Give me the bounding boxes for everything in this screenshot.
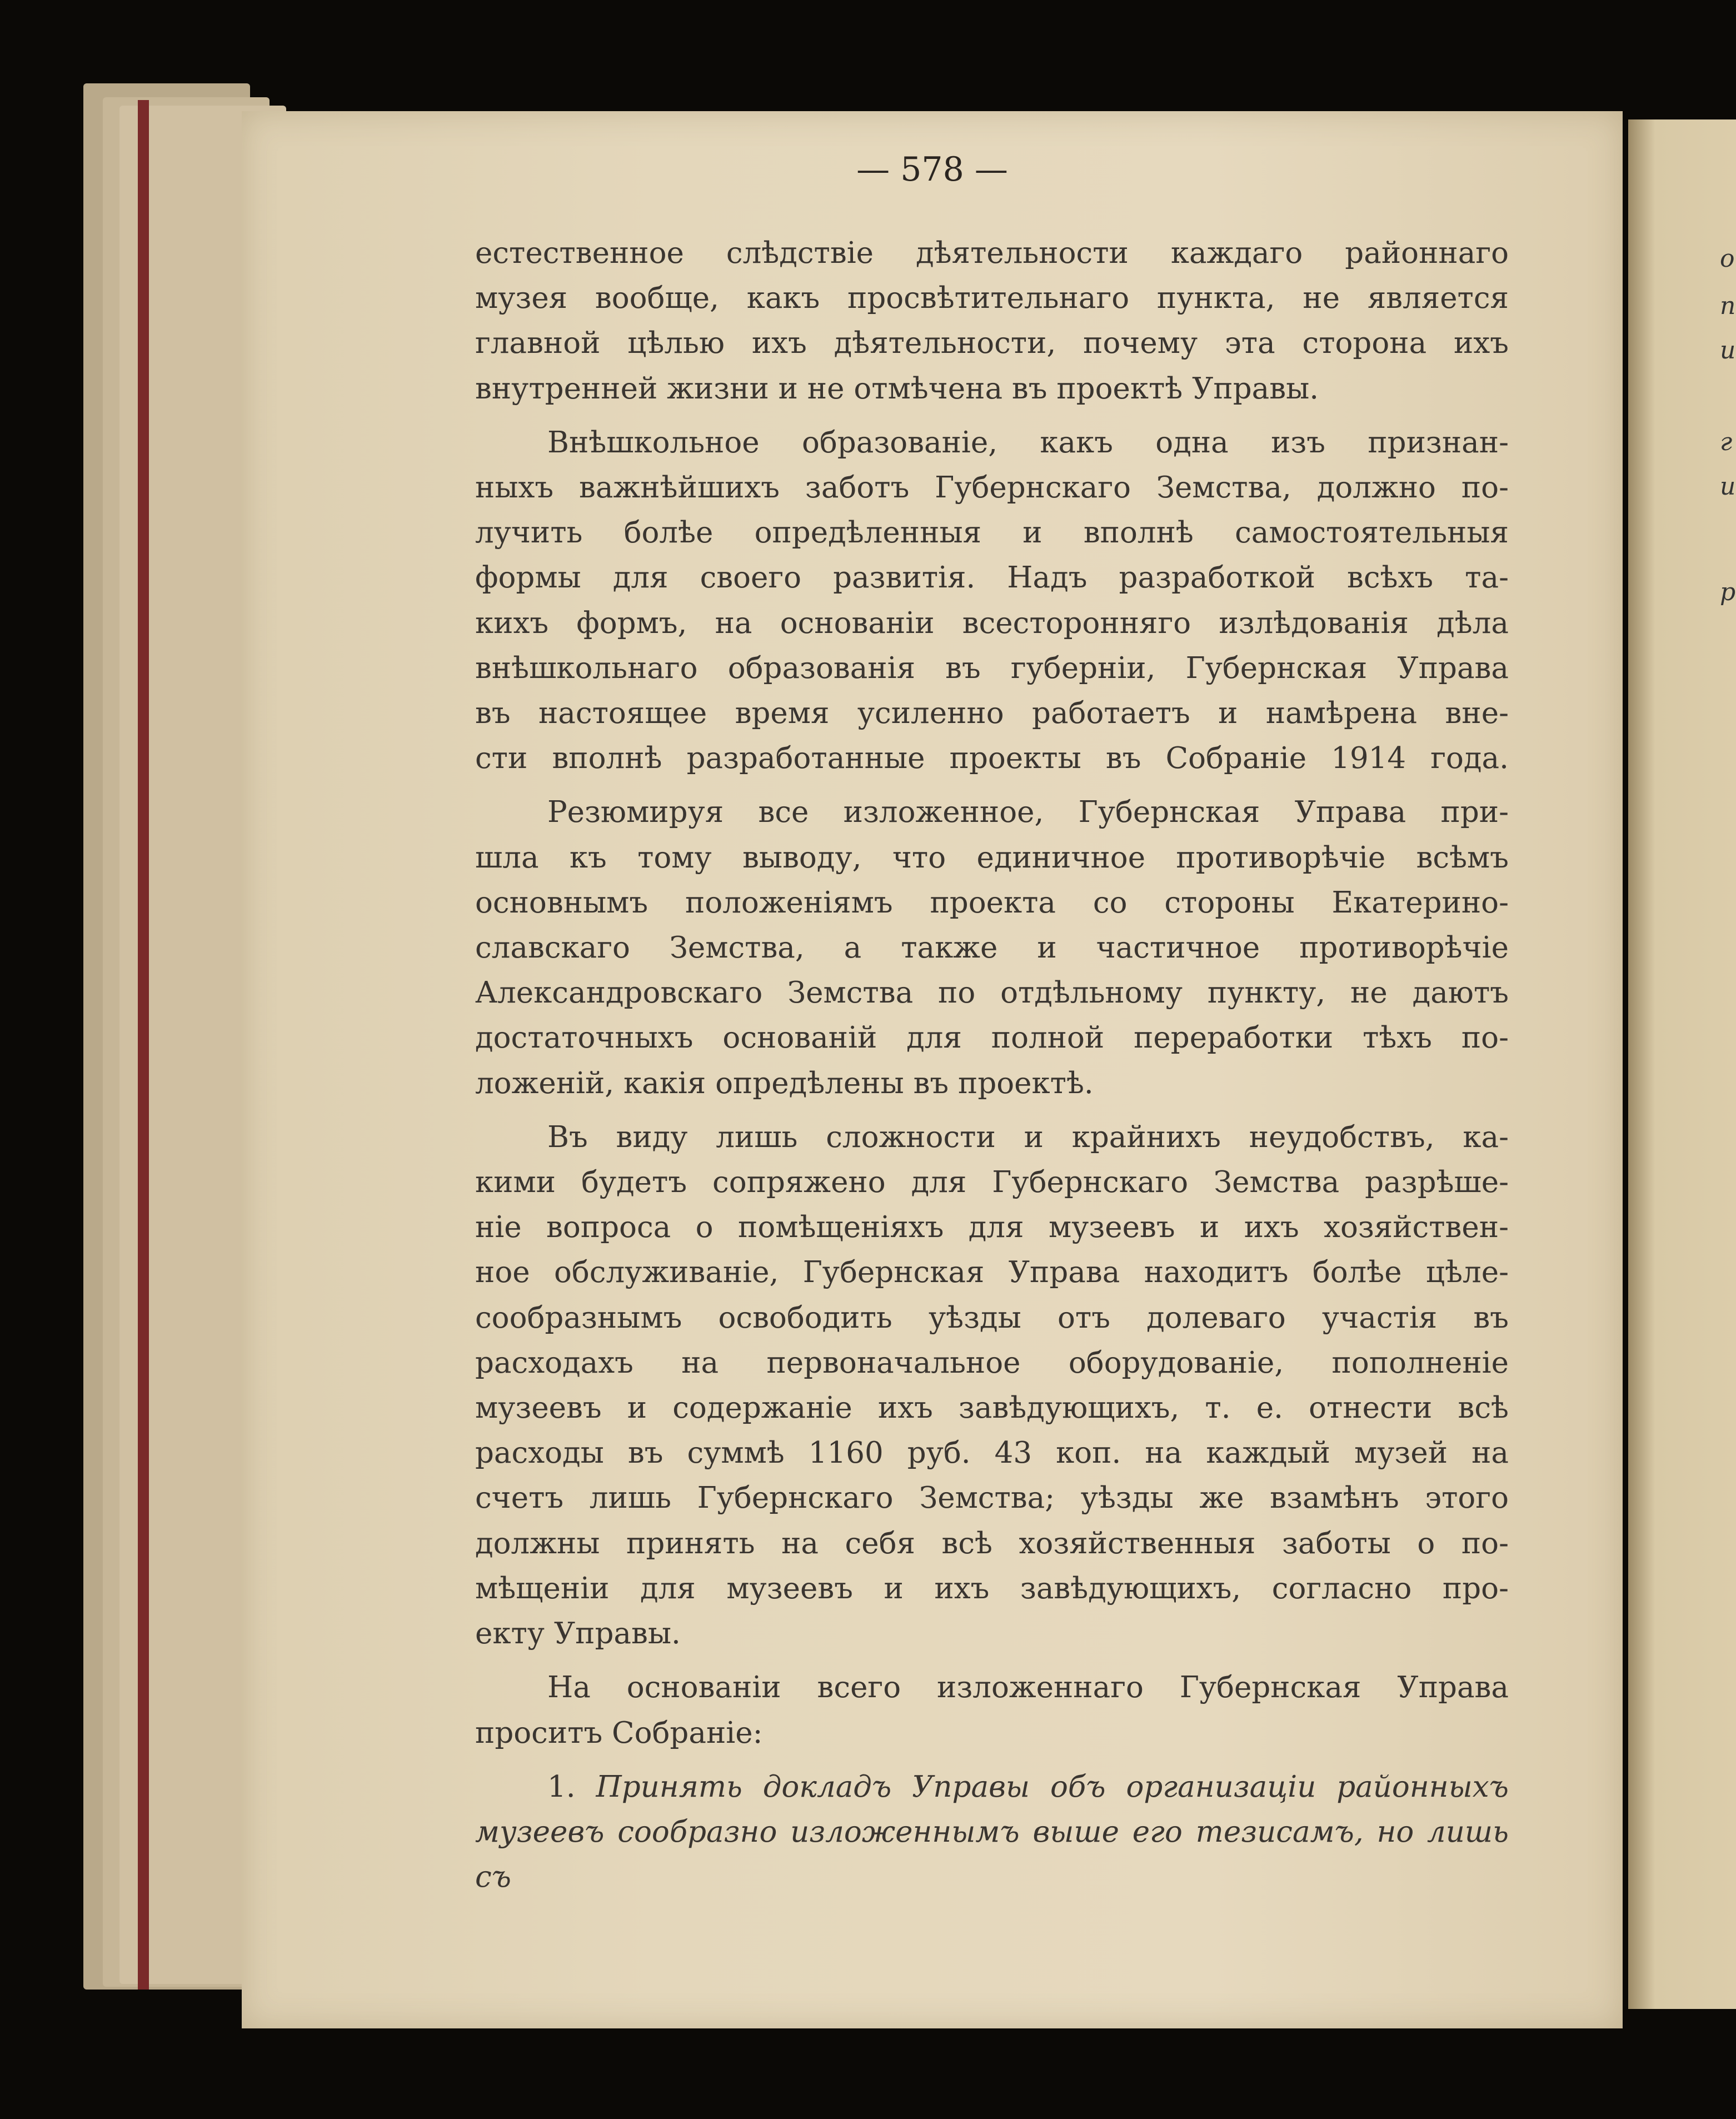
text-line: основнымъ положеніямъ проекта со стороны Екатерино-	[475, 885, 1509, 920]
text-line: достаточныхъ основаній для полной переработки тѣхъ по-	[475, 1021, 1509, 1055]
facing-page-fragment: р	[1720, 578, 1736, 606]
text-line: внѣшкольнаго образованія въ губерніи, Губернская Управа	[475, 651, 1509, 685]
red-page-edge	[138, 100, 149, 1990]
page-number: — 578 —	[856, 150, 1008, 189]
text-line: ныхъ важнѣйшихъ заботъ Губернскаго Земства, должно по-	[475, 471, 1509, 505]
text-line: расходы въ суммѣ 1160 руб. 43 коп. на каждый музей на	[475, 1436, 1509, 1470]
text-line: музеевъ сообразно изложеннымъ выше его тезисамъ, но лишь съ	[475, 1814, 1509, 1894]
text-line: внутренней жизни и не отмѣчена въ проектѣ Управы.	[475, 371, 1319, 406]
text-line: Внѣшкольное образованіе, какъ одна изъ признан-	[547, 425, 1509, 460]
facing-page-fragment: г	[1720, 428, 1733, 456]
text-line: музея вообще, какъ просвѣтительнаго пункта, не является	[475, 281, 1509, 316]
text-line: Резюмируя все изложенное, Губернская Управа при-	[547, 795, 1509, 830]
text-line: Въ виду лишь сложности и крайнихъ неудобствъ, ка-	[547, 1120, 1509, 1154]
numbered-item	[475, 1764, 1509, 1809]
text-line: мѣщеніи для музеевъ и ихъ завѣдующихъ, согласно про-	[475, 1571, 1509, 1606]
text-line: лучить болѣе опредѣленныя и вполнѣ самостоятельныя	[475, 516, 1509, 550]
text-line: счетъ лишь Губернскаго Земства; уѣзды же взамѣнъ этого	[475, 1481, 1509, 1515]
text-line: славскаго Земства, а также и частичное противорѣчіе	[475, 931, 1509, 965]
facing-page	[1628, 119, 1736, 2009]
facing-page-fragment: и	[1720, 472, 1736, 501]
facing-page-fragment: и	[1720, 336, 1736, 365]
text-line: шла къ тому выводу, что единичное противорѣчіе всѣмъ	[475, 840, 1509, 875]
text-line: сообразнымъ освободить уѣзды отъ долеваго участія въ	[475, 1300, 1509, 1335]
text-line: кихъ формъ, на основаніи всесторонняго излѣдованія дѣла	[475, 606, 1509, 640]
text-line: главной цѣлью ихъ дѣятельности, почему эта сторона ихъ	[475, 326, 1509, 361]
text-line: сти вполнѣ разработанные проекты въ Собраніе 1914 года.	[475, 741, 1509, 776]
text-line: расходахъ на первоначальное оборудованіе, пополненіе	[475, 1345, 1509, 1380]
text-line: формы для своего развитія. Надъ разработкой всѣхъ та-	[475, 561, 1509, 595]
text-line: ложеній, какія опредѣлены въ проектѣ.	[475, 1066, 1094, 1100]
facing-page-fragment: о	[1720, 245, 1735, 273]
item-number: 1.	[547, 1769, 576, 1804]
facing-page-fragment: п	[1720, 292, 1736, 320]
item-text: Принять докладъ Управы объ организаціи районныхъ	[596, 1769, 1509, 1804]
text-line: проситъ Собраніе:	[475, 1716, 763, 1750]
text-line: кими будетъ сопряжено для Губернскаго Земства разрѣше-	[475, 1165, 1509, 1200]
text-line: музеевъ и содержаніе ихъ завѣдующихъ, т. е. отнести всѣ	[475, 1391, 1509, 1425]
text-line: екту Управы.	[475, 1617, 681, 1651]
text-line: Александровскаго Земства по отдѣльному пункту, не даютъ	[475, 976, 1509, 1010]
text-line: ніе вопроса о помѣщеніяхъ для музеевъ и ихъ хозяйствен-	[475, 1210, 1509, 1245]
text-line: ное обслуживаніе, Губернская Управа находитъ болѣе цѣле-	[475, 1255, 1509, 1290]
book-page	[242, 111, 1623, 2028]
text-line: должны принять на себя всѣ хозяйственныя заботы о по-	[475, 1526, 1509, 1560]
text-line: въ настоящее время усиленно работаетъ и намѣрена вне-	[475, 696, 1509, 731]
text-line: На основаніи всего изложеннаго Губернская Управа	[547, 1671, 1509, 1705]
text-line: естественное слѣдствіе дѣятельности каждаго районнаго	[475, 236, 1509, 270]
page-text	[475, 231, 1509, 1899]
